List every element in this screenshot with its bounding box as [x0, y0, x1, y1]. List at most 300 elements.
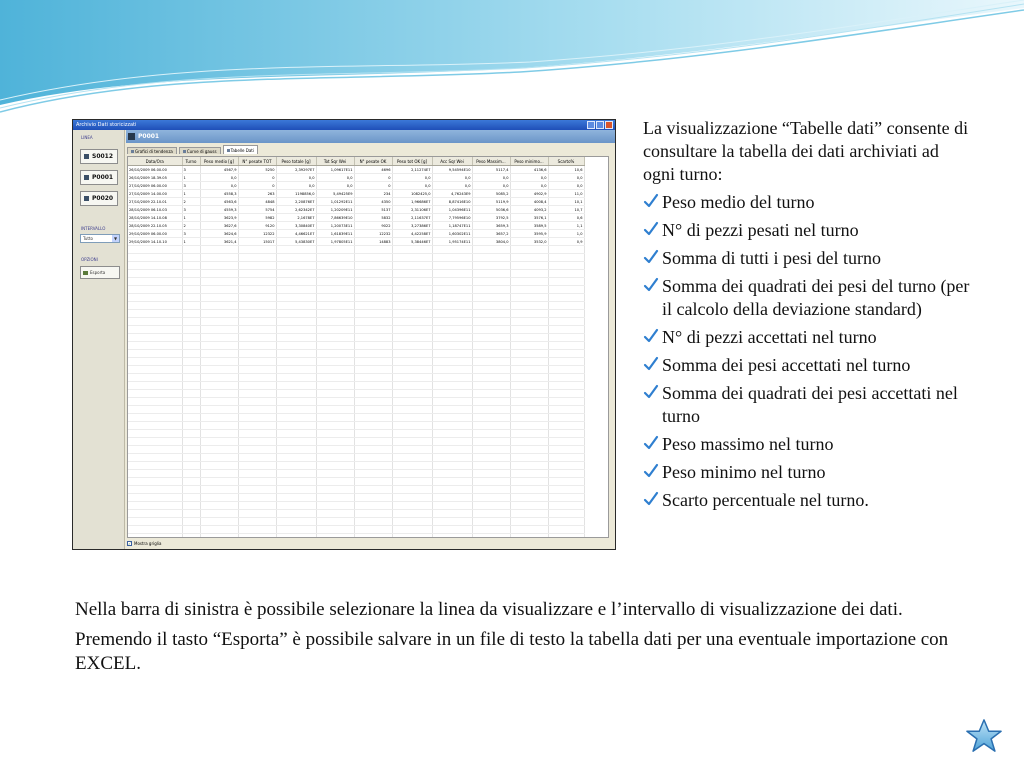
empty-cell: [128, 486, 182, 494]
empty-cell: [276, 430, 316, 438]
empty-cell: [238, 510, 276, 518]
empty-cell: [510, 294, 548, 302]
empty-cell: [472, 262, 510, 270]
empty-cell: [128, 374, 182, 382]
empty-cell: [200, 470, 238, 478]
empty-cell: [392, 478, 432, 486]
empty-cell: [472, 510, 510, 518]
empty-cell: [238, 334, 276, 342]
table-cell: 1,96686E7: [392, 198, 432, 206]
table-cell: 3657,2: [472, 230, 510, 238]
empty-cell: [472, 430, 510, 438]
table-cell: 5754: [238, 206, 276, 214]
empty-cell: [238, 486, 276, 494]
chevron-down-icon[interactable]: ▼: [113, 236, 118, 241]
table-cell: 1082425,0: [392, 190, 432, 198]
empty-cell: [354, 334, 392, 342]
column-header[interactable]: N° pesate TOT: [238, 157, 276, 166]
table-cell: 0,0: [316, 182, 354, 190]
empty-cell: [238, 278, 276, 286]
empty-cell: [392, 374, 432, 382]
table-row[interactable]: [128, 182, 584, 190]
empty-cell: [128, 334, 182, 342]
empty-cell: [548, 318, 584, 326]
empty-cell: [432, 254, 472, 262]
empty-cell: [128, 382, 182, 390]
empty-cell: [432, 422, 472, 430]
empty-cell: [392, 302, 432, 310]
empty-cell: [392, 486, 432, 494]
empty-row: [128, 382, 584, 390]
star-icon[interactable]: [965, 718, 1003, 754]
empty-cell: [548, 502, 584, 510]
line-header-bar: [126, 130, 615, 143]
empty-cell: [182, 246, 200, 254]
table-cell: 1: [182, 190, 200, 198]
empty-cell: [510, 310, 548, 318]
empty-cell: [432, 414, 472, 422]
empty-cell: [354, 406, 392, 414]
empty-cell: [276, 486, 316, 494]
empty-cell: [128, 446, 182, 454]
empty-row: [128, 270, 584, 278]
empty-cell: [128, 414, 182, 422]
table-cell: 27/10/2009 06.00.00: [128, 182, 182, 190]
empty-cell: [316, 470, 354, 478]
empty-cell: [182, 518, 200, 526]
empty-cell: [548, 510, 584, 518]
empty-cell: [548, 310, 584, 318]
table-cell: 0,0: [510, 174, 548, 182]
empty-row: [128, 526, 584, 534]
description-intro: La visualizzazione “Tabelle dati” consente di consultare la tabella dei dati archiviati ad ogni turno:: [643, 118, 969, 184]
empty-cell: [238, 310, 276, 318]
empty-cell: [200, 350, 238, 358]
empty-cell: [316, 398, 354, 406]
empty-cell: [432, 310, 472, 318]
table-cell: 0,0: [432, 174, 472, 182]
table-cell: 7,79596E10: [432, 214, 472, 222]
table-row[interactable]: [128, 214, 584, 222]
empty-cell: [432, 270, 472, 278]
table-cell: 1198856,0: [276, 190, 316, 198]
empty-cell: [200, 318, 238, 326]
empty-cell: [472, 294, 510, 302]
empty-cell: [432, 478, 472, 486]
empty-cell: [316, 382, 354, 390]
empty-cell: [182, 302, 200, 310]
empty-cell: [354, 270, 392, 278]
checkmark-icon: [643, 247, 659, 267]
empty-cell: [548, 342, 584, 350]
feature-list-item: [643, 326, 973, 349]
table-cell: 0,9: [548, 238, 584, 246]
checkmark-icon: [643, 382, 659, 402]
empty-cell: [472, 302, 510, 310]
empty-cell: [432, 262, 472, 270]
empty-cell: [276, 454, 316, 462]
table-cell: 2: [182, 222, 200, 230]
empty-cell: [432, 294, 472, 302]
empty-cell: [354, 294, 392, 302]
empty-cell: [472, 398, 510, 406]
empty-cell: [472, 358, 510, 366]
empty-cell: [238, 382, 276, 390]
table-row[interactable]: [128, 166, 584, 174]
empty-cell: [182, 262, 200, 270]
table-cell: 0,0: [316, 174, 354, 182]
empty-cell: [432, 430, 472, 438]
table-cell: 0,0: [392, 182, 432, 190]
empty-cell: [200, 526, 238, 534]
maximize-icon[interactable]: [596, 121, 604, 129]
empty-cell: [128, 502, 182, 510]
empty-cell: [316, 534, 354, 539]
empty-cell: [128, 246, 182, 254]
line-group-label: LINEA: [81, 135, 93, 140]
line-button-s0012[interactable]: [80, 149, 118, 164]
empty-cell: [276, 310, 316, 318]
empty-cell: [548, 254, 584, 262]
empty-cell: [472, 254, 510, 262]
table-row[interactable]: [128, 190, 584, 198]
table-cell: 2,20876E7: [276, 198, 316, 206]
feature-text: Somma dei pesi accettati nel turno: [662, 355, 911, 375]
empty-cell: [472, 406, 510, 414]
feature-text: Somma dei quadrati dei pesi del turno (per il calcolo della deviazione standard): [662, 276, 970, 319]
empty-cell: [472, 478, 510, 486]
empty-cell: [432, 518, 472, 526]
empty-cell: [128, 534, 182, 539]
table-cell: 4567,9: [200, 166, 238, 174]
table-row[interactable]: [128, 174, 584, 182]
empty-cell: [200, 310, 238, 318]
empty-cell: [182, 486, 200, 494]
empty-cell: [392, 342, 432, 350]
empty-cell: [200, 294, 238, 302]
column-header[interactable]: Tot Sqr Wei: [316, 157, 354, 166]
table-cell: 9120: [238, 222, 276, 230]
empty-cell: [392, 494, 432, 502]
data-table[interactable]: [127, 156, 609, 538]
table-cell: 29/10/2009 14.10.10: [128, 238, 182, 246]
empty-row: [128, 446, 584, 454]
table-cell: 5119,9: [472, 198, 510, 206]
empty-cell: [200, 254, 238, 262]
empty-cell: [548, 398, 584, 406]
empty-cell: [316, 374, 354, 382]
empty-cell: [548, 270, 584, 278]
empty-cell: [182, 414, 200, 422]
empty-cell: [182, 454, 200, 462]
empty-cell: [128, 270, 182, 278]
empty-cell: [472, 246, 510, 254]
table-row[interactable]: [128, 238, 584, 246]
empty-cell: [276, 262, 316, 270]
feature-list-item: [643, 433, 973, 456]
description-panel: [643, 117, 973, 512]
column-header[interactable]: Peso minimo...: [510, 157, 548, 166]
minimize-icon[interactable]: [587, 121, 595, 129]
empty-cell: [354, 382, 392, 390]
table-cell: 0: [238, 174, 276, 182]
table-cell: 0,0: [276, 182, 316, 190]
empty-cell: [392, 254, 432, 262]
empty-cell: [200, 334, 238, 342]
column-header[interactable]: Turno: [182, 157, 200, 166]
empty-cell: [238, 318, 276, 326]
feature-list-item: [643, 461, 973, 484]
empty-cell: [472, 382, 510, 390]
export-button[interactable]: [80, 266, 120, 279]
table-cell: 3,30840E7: [276, 222, 316, 230]
tab-trend-charts[interactable]: [127, 147, 177, 154]
table-cell: 1,20209E11: [316, 206, 354, 214]
empty-cell: [510, 254, 548, 262]
empty-cell: [510, 262, 548, 270]
table-cell: 0,0: [432, 182, 472, 190]
empty-cell: [548, 518, 584, 526]
empty-cell: [472, 494, 510, 502]
empty-cell: [182, 438, 200, 446]
empty-cell: [182, 358, 200, 366]
interval-value: Tutto: [83, 236, 93, 241]
empty-cell: [128, 310, 182, 318]
line-button-p0020[interactable]: [80, 191, 118, 206]
empty-cell: [182, 286, 200, 294]
empty-row: [128, 462, 584, 470]
interval-select[interactable]: [80, 234, 120, 243]
column-header[interactable]: Peso Massim...: [472, 157, 510, 166]
empty-cell: [316, 270, 354, 278]
window-controls: [587, 121, 613, 129]
empty-cell: [238, 414, 276, 422]
feature-text: Scarto percentuale nel turno.: [662, 490, 869, 510]
empty-cell: [200, 366, 238, 374]
empty-cell: [432, 454, 472, 462]
empty-cell: [200, 302, 238, 310]
feature-text: Somma dei quadrati dei pesi accettati nel turno: [662, 383, 958, 426]
empty-cell: [354, 286, 392, 294]
empty-row: [128, 302, 584, 310]
empty-cell: [276, 366, 316, 374]
empty-cell: [128, 254, 182, 262]
empty-cell: [548, 374, 584, 382]
empty-cell: [354, 494, 392, 502]
empty-cell: [432, 286, 472, 294]
empty-cell: [392, 366, 432, 374]
empty-cell: [316, 246, 354, 254]
checkmark-icon: [643, 191, 659, 211]
checkmark-icon: [643, 275, 659, 295]
empty-cell: [276, 326, 316, 334]
empty-cell: [432, 246, 472, 254]
empty-cell: [354, 366, 392, 374]
table-row[interactable]: [128, 222, 584, 230]
empty-cell: [316, 406, 354, 414]
table-row[interactable]: [128, 206, 584, 214]
empty-cell: [238, 390, 276, 398]
empty-cell: [472, 486, 510, 494]
empty-cell: [182, 318, 200, 326]
empty-cell: [128, 278, 182, 286]
empty-cell: [472, 286, 510, 294]
empty-cell: [200, 478, 238, 486]
column-header[interactable]: N° pesate OK: [354, 157, 392, 166]
empty-row: [128, 262, 584, 270]
empty-cell: [510, 286, 548, 294]
column-header[interactable]: Peso tot OK [g]: [392, 157, 432, 166]
empty-cell: [200, 534, 238, 539]
empty-cell: [238, 502, 276, 510]
empty-cell: [182, 430, 200, 438]
empty-cell: [238, 422, 276, 430]
empty-cell: [276, 462, 316, 470]
empty-cell: [182, 422, 200, 430]
empty-cell: [392, 326, 432, 334]
column-header[interactable]: Peso medio [g]: [200, 157, 238, 166]
table-row[interactable]: [128, 230, 584, 238]
checkbox-icon[interactable]: ✓: [128, 540, 132, 546]
empty-cell: [548, 262, 584, 270]
table-cell: 5832: [354, 214, 392, 222]
table-cell: 0: [238, 182, 276, 190]
table-cell: 3621,4: [200, 238, 238, 246]
empty-cell: [200, 510, 238, 518]
empty-cell: [510, 430, 548, 438]
feature-text: Peso minimo nel turno: [662, 462, 826, 482]
empty-cell: [392, 294, 432, 302]
empty-cell: [392, 414, 432, 422]
empty-cell: [354, 454, 392, 462]
empty-cell: [432, 318, 472, 326]
empty-cell: [432, 502, 472, 510]
empty-cell: [128, 326, 182, 334]
empty-cell: [392, 246, 432, 254]
empty-cell: [510, 366, 548, 374]
table-cell: 8,87416E10: [432, 198, 472, 206]
empty-cell: [238, 286, 276, 294]
empty-cell: [548, 422, 584, 430]
tab-label: Tabelle Dati: [230, 147, 254, 153]
empty-cell: [510, 414, 548, 422]
empty-cell: [316, 486, 354, 494]
empty-cell: [200, 462, 238, 470]
empty-cell: [316, 502, 354, 510]
table-cell: 1,97805E11: [316, 238, 354, 246]
empty-cell: [354, 526, 392, 534]
empty-cell: [354, 318, 392, 326]
empty-cell: [238, 374, 276, 382]
empty-cell: [510, 510, 548, 518]
column-header[interactable]: Data/Ora: [128, 157, 182, 166]
column-header[interactable]: Acc Sqr Wei: [432, 157, 472, 166]
table-cell: 28/10/2009 06.10.03: [128, 206, 182, 214]
empty-cell: [392, 406, 432, 414]
empty-cell: [182, 390, 200, 398]
line-icon: [128, 133, 135, 140]
tab-label: Grafici di tendenza: [135, 148, 173, 154]
grid-toggle[interactable]: [127, 539, 161, 547]
empty-cell: [182, 342, 200, 350]
empty-cell: [548, 414, 584, 422]
empty-cell: [392, 390, 432, 398]
note-paragraph-1: Nella barra di sinistra è possibile selezionare la linea da visualizzare e l’intervallo di visualizzazione dei dati.: [75, 599, 903, 620]
empty-cell: [432, 390, 472, 398]
empty-cell: [200, 262, 238, 270]
options-group-label: OPZIONI: [81, 257, 98, 262]
empty-cell: [182, 502, 200, 510]
empty-cell: [392, 526, 432, 534]
empty-cell: [128, 318, 182, 326]
empty-cell: [238, 534, 276, 539]
empty-cell: [200, 446, 238, 454]
close-icon[interactable]: [605, 121, 613, 129]
column-header[interactable]: Scarto%: [548, 157, 584, 166]
table-cell: 2,31106E7: [392, 206, 432, 214]
empty-cell: [316, 518, 354, 526]
line-button-label: P0020: [92, 195, 114, 202]
empty-cell: [510, 502, 548, 510]
empty-cell: [316, 446, 354, 454]
empty-cell: [354, 510, 392, 518]
table-cell: 26/10/2009 18.39.05: [128, 174, 182, 182]
table-cell: 1,20073E11: [316, 222, 354, 230]
table-cell: 3804,0: [472, 238, 510, 246]
table-cell: 4,42258E7: [392, 230, 432, 238]
empty-cell: [510, 270, 548, 278]
table-cell: 2,11637E7: [392, 214, 432, 222]
empty-row: [128, 414, 584, 422]
note-paragraph-2: Premendo il tasto “Esporta” è possibile salvare in un file di testo la tabella dati per una eventuale importazione con EXCEL.: [75, 629, 949, 674]
empty-row: [128, 494, 584, 502]
empty-row: [128, 334, 584, 342]
empty-cell: [510, 454, 548, 462]
empty-cell: [238, 494, 276, 502]
empty-cell: [354, 342, 392, 350]
empty-cell: [276, 534, 316, 539]
empty-cell: [510, 446, 548, 454]
empty-cell: [510, 334, 548, 342]
empty-cell: [354, 358, 392, 366]
empty-cell: [432, 510, 472, 518]
window-title: Archivio Dati storicizzati: [76, 122, 137, 128]
table-cell: 4008,4: [510, 198, 548, 206]
empty-cell: [472, 350, 510, 358]
table-cell: 1,61839E11: [316, 230, 354, 238]
empty-cell: [128, 398, 182, 406]
table-row[interactable]: [128, 198, 584, 206]
table-cell: 4,46621E7: [276, 230, 316, 238]
line-button-p0001[interactable]: [80, 170, 118, 185]
empty-cell: [238, 446, 276, 454]
empty-cell: [316, 478, 354, 486]
column-header[interactable]: Peso totale [g]: [276, 157, 316, 166]
empty-cell: [548, 454, 584, 462]
empty-row: [128, 430, 584, 438]
empty-cell: [200, 486, 238, 494]
empty-cell: [316, 454, 354, 462]
table-cell: 5036,6: [472, 206, 510, 214]
empty-cell: [392, 510, 432, 518]
tab-data-tables[interactable]: [223, 145, 258, 154]
empty-cell: [238, 246, 276, 254]
empty-cell: [200, 438, 238, 446]
empty-cell: [432, 486, 472, 494]
tab-gauss-curves[interactable]: [179, 147, 221, 154]
empty-cell: [354, 350, 392, 358]
empty-cell: [354, 254, 392, 262]
